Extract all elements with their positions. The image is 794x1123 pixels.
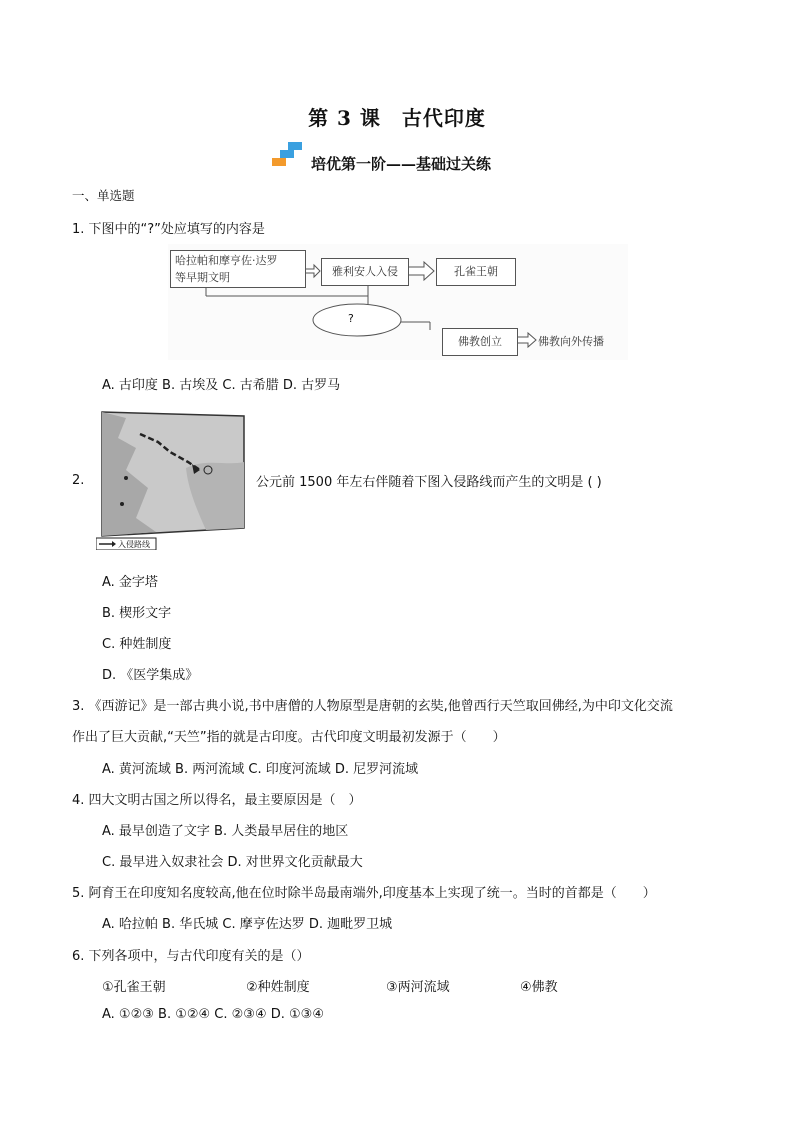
flow-ellipse-question-mark: ? [348, 312, 354, 325]
question-4-options-line2: C. 最早进入奴隶社会 D. 对世界文化贡献最大 [102, 855, 363, 870]
map-legend-label: 入侵路线 [118, 540, 150, 549]
question-2-stem: 公元前 1500 年左右伴随着下图入侵路线而产生的文明是 ( ) [256, 475, 602, 490]
question-2-option-a: A. 金字塔 [102, 575, 158, 590]
question-4-options-line1: A. 最早创造了文字 B. 人类最早居住的地区 [102, 824, 349, 839]
map-image [96, 408, 250, 550]
question-2-option-d: D. 《医学集成》 [102, 668, 199, 683]
flow-box-maurya: 孔雀王朝 [436, 258, 516, 286]
question-1-stem: 1. 下图中的“?”处应填写的内容是 [72, 222, 265, 237]
flow-box-aryan-invasion: 雅利安人入侵 [321, 258, 409, 286]
question-3-stem-line1: 3. 《西游记》是一部古典小说,书中唐僧的人物原型是唐朝的玄奘,他曾西行天竺取回佛经,为中印文化交流 [72, 699, 673, 714]
question-2-number: 2. [72, 473, 85, 488]
flow-box-early-civilization [170, 250, 306, 288]
flow-tail-buddhism-spread: 佛教向外传播 [538, 335, 604, 348]
question-1-options: A. 古印度 B. 古埃及 C. 古希腊 D. 古罗马 [102, 378, 341, 393]
flow-box-line: 等早期文明 [175, 271, 230, 284]
question-2-option-b: B. 楔形文字 [102, 606, 172, 621]
flow-box-buddhism-founded: 佛教创立 [442, 328, 518, 356]
flow-box-line: 哈拉帕和摩亨佐·达罗 [175, 254, 278, 267]
question-3-options: A. 黄河流域 B. 两河流域 C. 印度河流域 D. 尼罗河流域 [102, 762, 419, 777]
question-6-options: A. ①②③ B. ①②④ C. ②③④ D. ①③④ [102, 1007, 324, 1022]
question-6-item-4: ④佛教 [520, 980, 558, 995]
page-title: 第 3 课 古代印度 [308, 106, 486, 130]
question-5-options: A. 哈拉帕 B. 华氏城 C. 摩亨佐达罗 D. 迦毗罗卫城 [102, 917, 393, 932]
question-6-item-2: ②种姓制度 [246, 980, 310, 995]
question-2-option-c: C. 种姓制度 [102, 637, 172, 652]
section-heading: 一、单选题 [72, 188, 135, 203]
question-6-item-1: ①孔雀王朝 [102, 980, 166, 995]
question-6-stem: 6. 下列各项中，与古代印度有关的是（） [72, 949, 310, 964]
question-4-stem: 4. 四大文明古国之所以得名，最主要原因是（ ） [72, 793, 362, 808]
invasion-route-map [96, 408, 250, 550]
question-3-stem-line2: 作出了巨大贡献,“天竺”指的就是古印度。古代印度文明最初发源于（ ） [72, 730, 506, 745]
flowchart-figure [168, 244, 628, 360]
subtitle: 培优第一阶——基础过关练 [311, 155, 492, 173]
stairs-icon [272, 138, 308, 168]
question-6-item-3: ③两河流域 [386, 980, 450, 995]
question-5-stem: 5. 阿育王在印度知名度较高,他在位时除半岛最南端外,印度基本上实现了统一。当时的首都是（ ） [72, 886, 656, 901]
